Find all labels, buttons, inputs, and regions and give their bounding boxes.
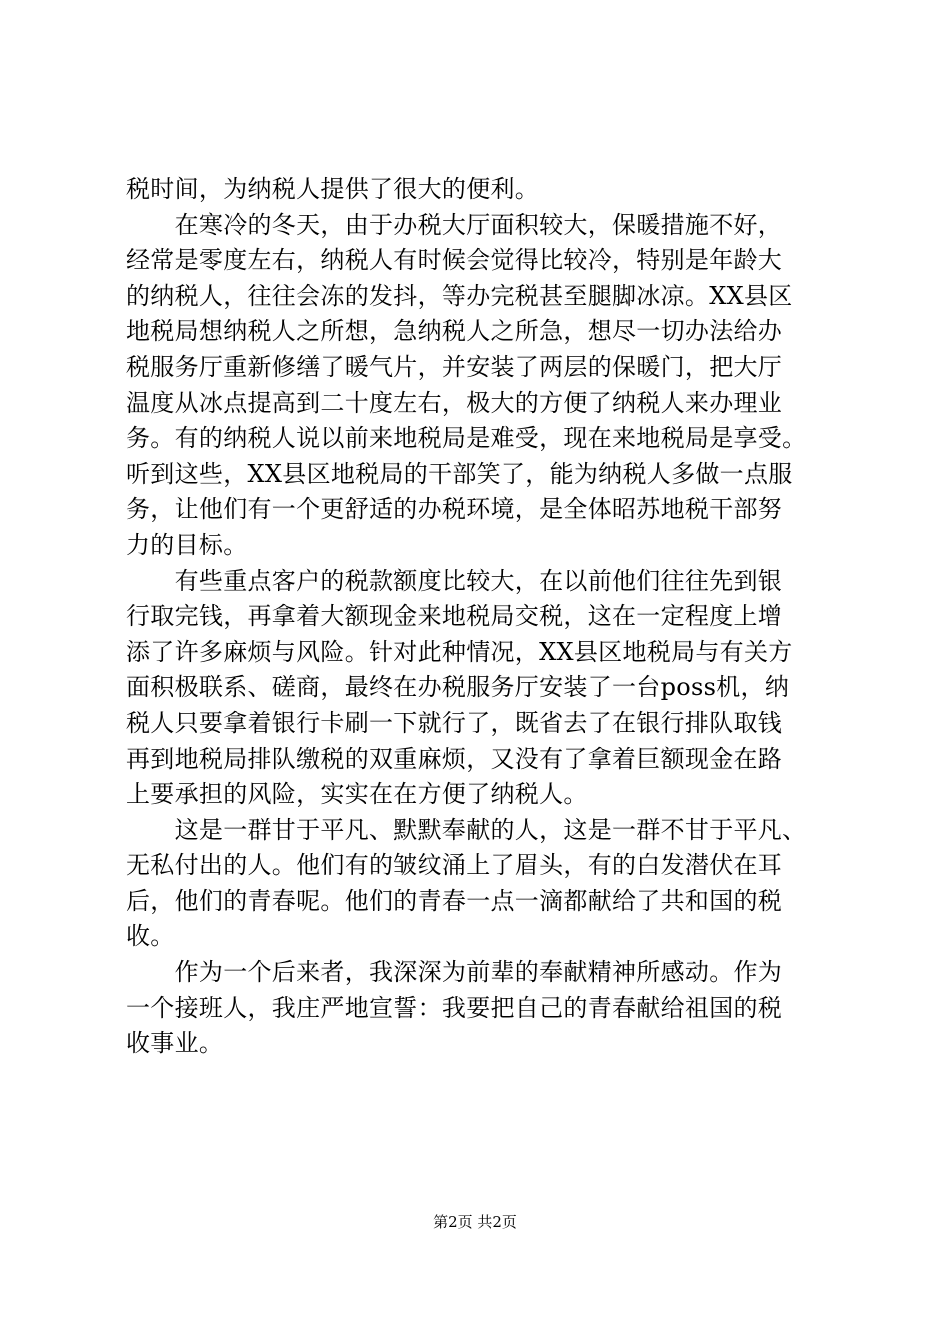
page-footer (0, 1212, 950, 1232)
text-line: 听到这些，XX县区地税局的干部笑了，能为纳税人多做一点服 (126, 459, 793, 488)
text-line: 作为一个后来者，我深深为前辈的奉献精神所感动。作为 (126, 958, 783, 987)
text-line: 税时间，为纳税人提供了很大的便利。 (126, 175, 540, 203)
text-line: 在寒冷的冬天，由于办税大厅面积较大，保暖措施不好， (126, 210, 783, 239)
text-line: 务，让他们有一个更舒适的办税环境，是全体昭苏地税干部努 (126, 495, 783, 524)
text-line: 温度从冰点提高到二十度左右，极大的方便了纳税人来办理业 (126, 388, 783, 417)
text-line: 税服务厅重新修缮了暖气片，并安装了两层的保暖门，把大厅 (126, 352, 783, 381)
text-line: 面积极联系、磋商，最终在办税服务厅安装了一台poss机，纳 (126, 673, 790, 702)
page-number-label: 第2页 共2页 (433, 1213, 517, 1231)
document-body (126, 172, 826, 1062)
text-line: 税人只要拿着银行卡刷一下就行了，既省去了在银行排队取钱 (126, 708, 783, 737)
text-line: 收事业。 (126, 1029, 224, 1058)
text-line: 的纳税人，往往会冻的发抖，等办完税甚至腿脚冰凉。XX县区 (126, 281, 793, 310)
text-line: 后，他们的青春呢。他们的青春一点一滴都献给了共和国的税 (126, 886, 783, 915)
text-line: 上要承担的风险，实实在在方便了纳税人。 (126, 780, 588, 809)
text-line: 这是一群甘于平凡、默默奉献的人，这是一群不甘于平凡、 (126, 815, 807, 844)
text-line: 一个接班人，我庄严地宣誓：我要把自己的青春献给祖国的税 (126, 993, 783, 1022)
text-line: 再到地税局排队缴税的双重麻烦，又没有了拿着巨额现金在路 (126, 744, 783, 773)
text-line: 务。有的纳税人说以前来地税局是难受，现在来地税局是享受。 (126, 424, 807, 453)
text-line: 力的目标。 (126, 530, 248, 559)
text-line: 行取完钱，再拿着大额现金来地税局交税，这在一定程度上增 (126, 602, 783, 631)
text-line: 经常是零度左右，纳税人有时候会觉得比较冷，特别是年龄大 (126, 246, 783, 275)
text-line: 地税局想纳税人之所想，急纳税人之所急，想尽一切办法给办 (126, 317, 783, 346)
text-line: 收。 (126, 922, 175, 951)
text-line: 添了许多麻烦与风险。针对此种情况，XX县区地税局与有关方 (126, 637, 793, 666)
text-line: 有些重点客户的税款额度比较大，在以前他们往往先到银 (126, 566, 783, 595)
text-line: 无私付出的人。他们有的皱纹涌上了眉头，有的白发潜伏在耳 (126, 851, 783, 880)
